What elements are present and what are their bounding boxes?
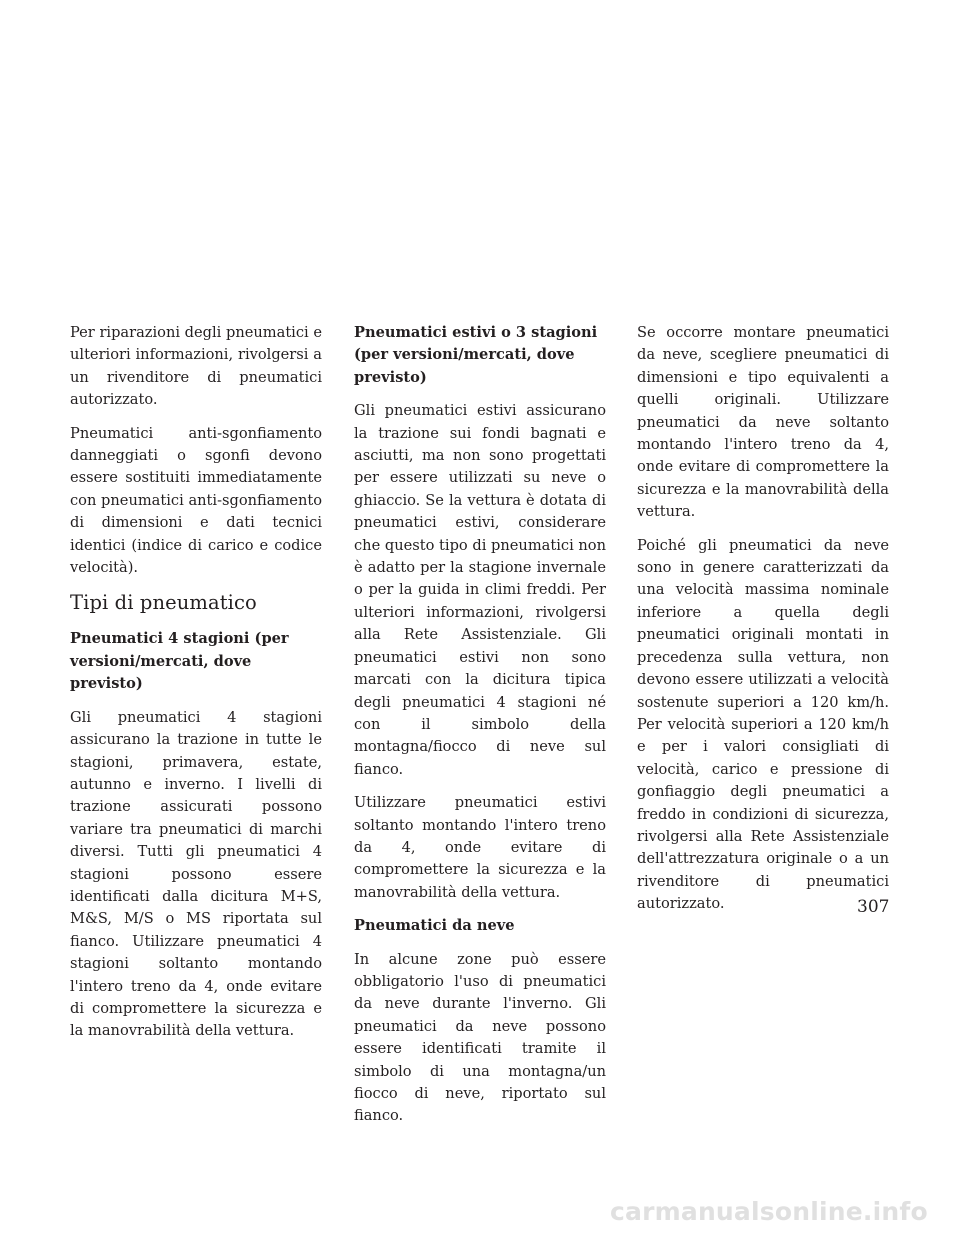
section-title: Tipi di pneumatico <box>70 591 257 615</box>
subheading-all-season: Pneumatici 4 stagioni (per versioni/mercati, dove previsto) <box>70 630 289 693</box>
column-middle <box>354 322 606 1128</box>
subheading-snow: Pneumatici da neve <box>354 917 515 935</box>
paragraph-snow-fitting: Se occorre montare pneumatici da neve, scegliere pneumatici di dimensioni e tipo equivalenti a quelli originali. Utilizzare pneumatici da neve soltanto montando l'intero treno da 4, onde evitare di compromettere la sicurezza e la manovrabilità della vettura. <box>637 324 889 521</box>
column-left <box>70 322 322 1043</box>
paragraph-snow-speed: Poiché gli pneumatici da neve sono in genere caratterizzati da una velocità massima nominale inferiore a quella degli pneumatici originali montati in precedenza sulla vettura, non devono essere utilizzati a velocità sostenute superiori a 120 km/h. Per velocità superiori a 120 km/h e per i valori consigliati di velocità, carico e pressione di gonfiaggio degli pneumatici a freddo in condizioni di sicurezza, rivolgersi alla Rete Assistenziale dell'attrezzatura originale o a un rivenditore di pneumatici autorizzato. <box>637 536 889 913</box>
column-right <box>637 322 889 916</box>
subheading-summer: Pneumatici estivi o 3 stagioni (per versioni/mercati, dove previsto) <box>354 324 598 386</box>
paragraph-repairs: Per riparazioni degli pneumatici e ulteriori informazioni, rivolgersi a un rivenditore di pneumatici autorizzato. <box>70 324 322 409</box>
paragraph-summer: Gli pneumatici estivi assicurano la trazione sui fondi bagnati e asciutti, ma non sono progettati per essere utilizzati su neve o ghiaccio. Se la vettura è dotata di pneumatici estivi, considerare che questo tipo di pneumatici non è adatto per la stagione invernale o per la guida in climi freddi. Per ulteriori informazioni, rivolgersi alla Rete Assistenziale. Gli pneumatici estivi non sono marcati con la dicitura tipica degli pneumatici 4 stagioni né con il simbolo della montagna/fiocco di neve sul fianco. <box>354 402 606 778</box>
page-number: 307 <box>857 897 890 917</box>
paragraph-all-season: Gli pneumatici 4 stagioni assicurano la trazione in tutte le stagioni, primavera, estate, autunno e inverno. I livelli di trazione assicurati possono variare tra pneumatici di marchi diversi. Tutti gli pneumatici 4 stagioni possono essere identificati dalla dicitura M+S, M&S, M/S o MS riportata sul fianco. Utilizzare pneumatici 4 stagioni soltanto montando l'intero treno da 4, onde evitare di compromettere la sicurezza e la manovrabilità della vettura. <box>70 708 322 1040</box>
paragraph-run-flat: Pneumatici anti-sgonfiamento danneggiati o sgonfi devono essere sostituiti immediatamente con pneumatici anti-sgonfiamento di dimensioni e dati tecnici identici (indice di carico e codice velocità). <box>70 424 322 577</box>
paragraph-summer-set: Utilizzare pneumatici estivi soltanto montando l'intero treno da 4, onde evitare di compromettere la sicurezza e la manovrabilità della vettura. <box>354 794 606 901</box>
watermark: carmanualsonline.info <box>610 1197 928 1226</box>
paragraph-snow: In alcune zone può essere obbligatorio l'uso di pneumatici da neve durante l'inverno. Gli pneumatici da neve possono essere identificati tramite il simbolo di una montagna/un fiocco di neve, riportato sul fianco. <box>354 950 606 1125</box>
